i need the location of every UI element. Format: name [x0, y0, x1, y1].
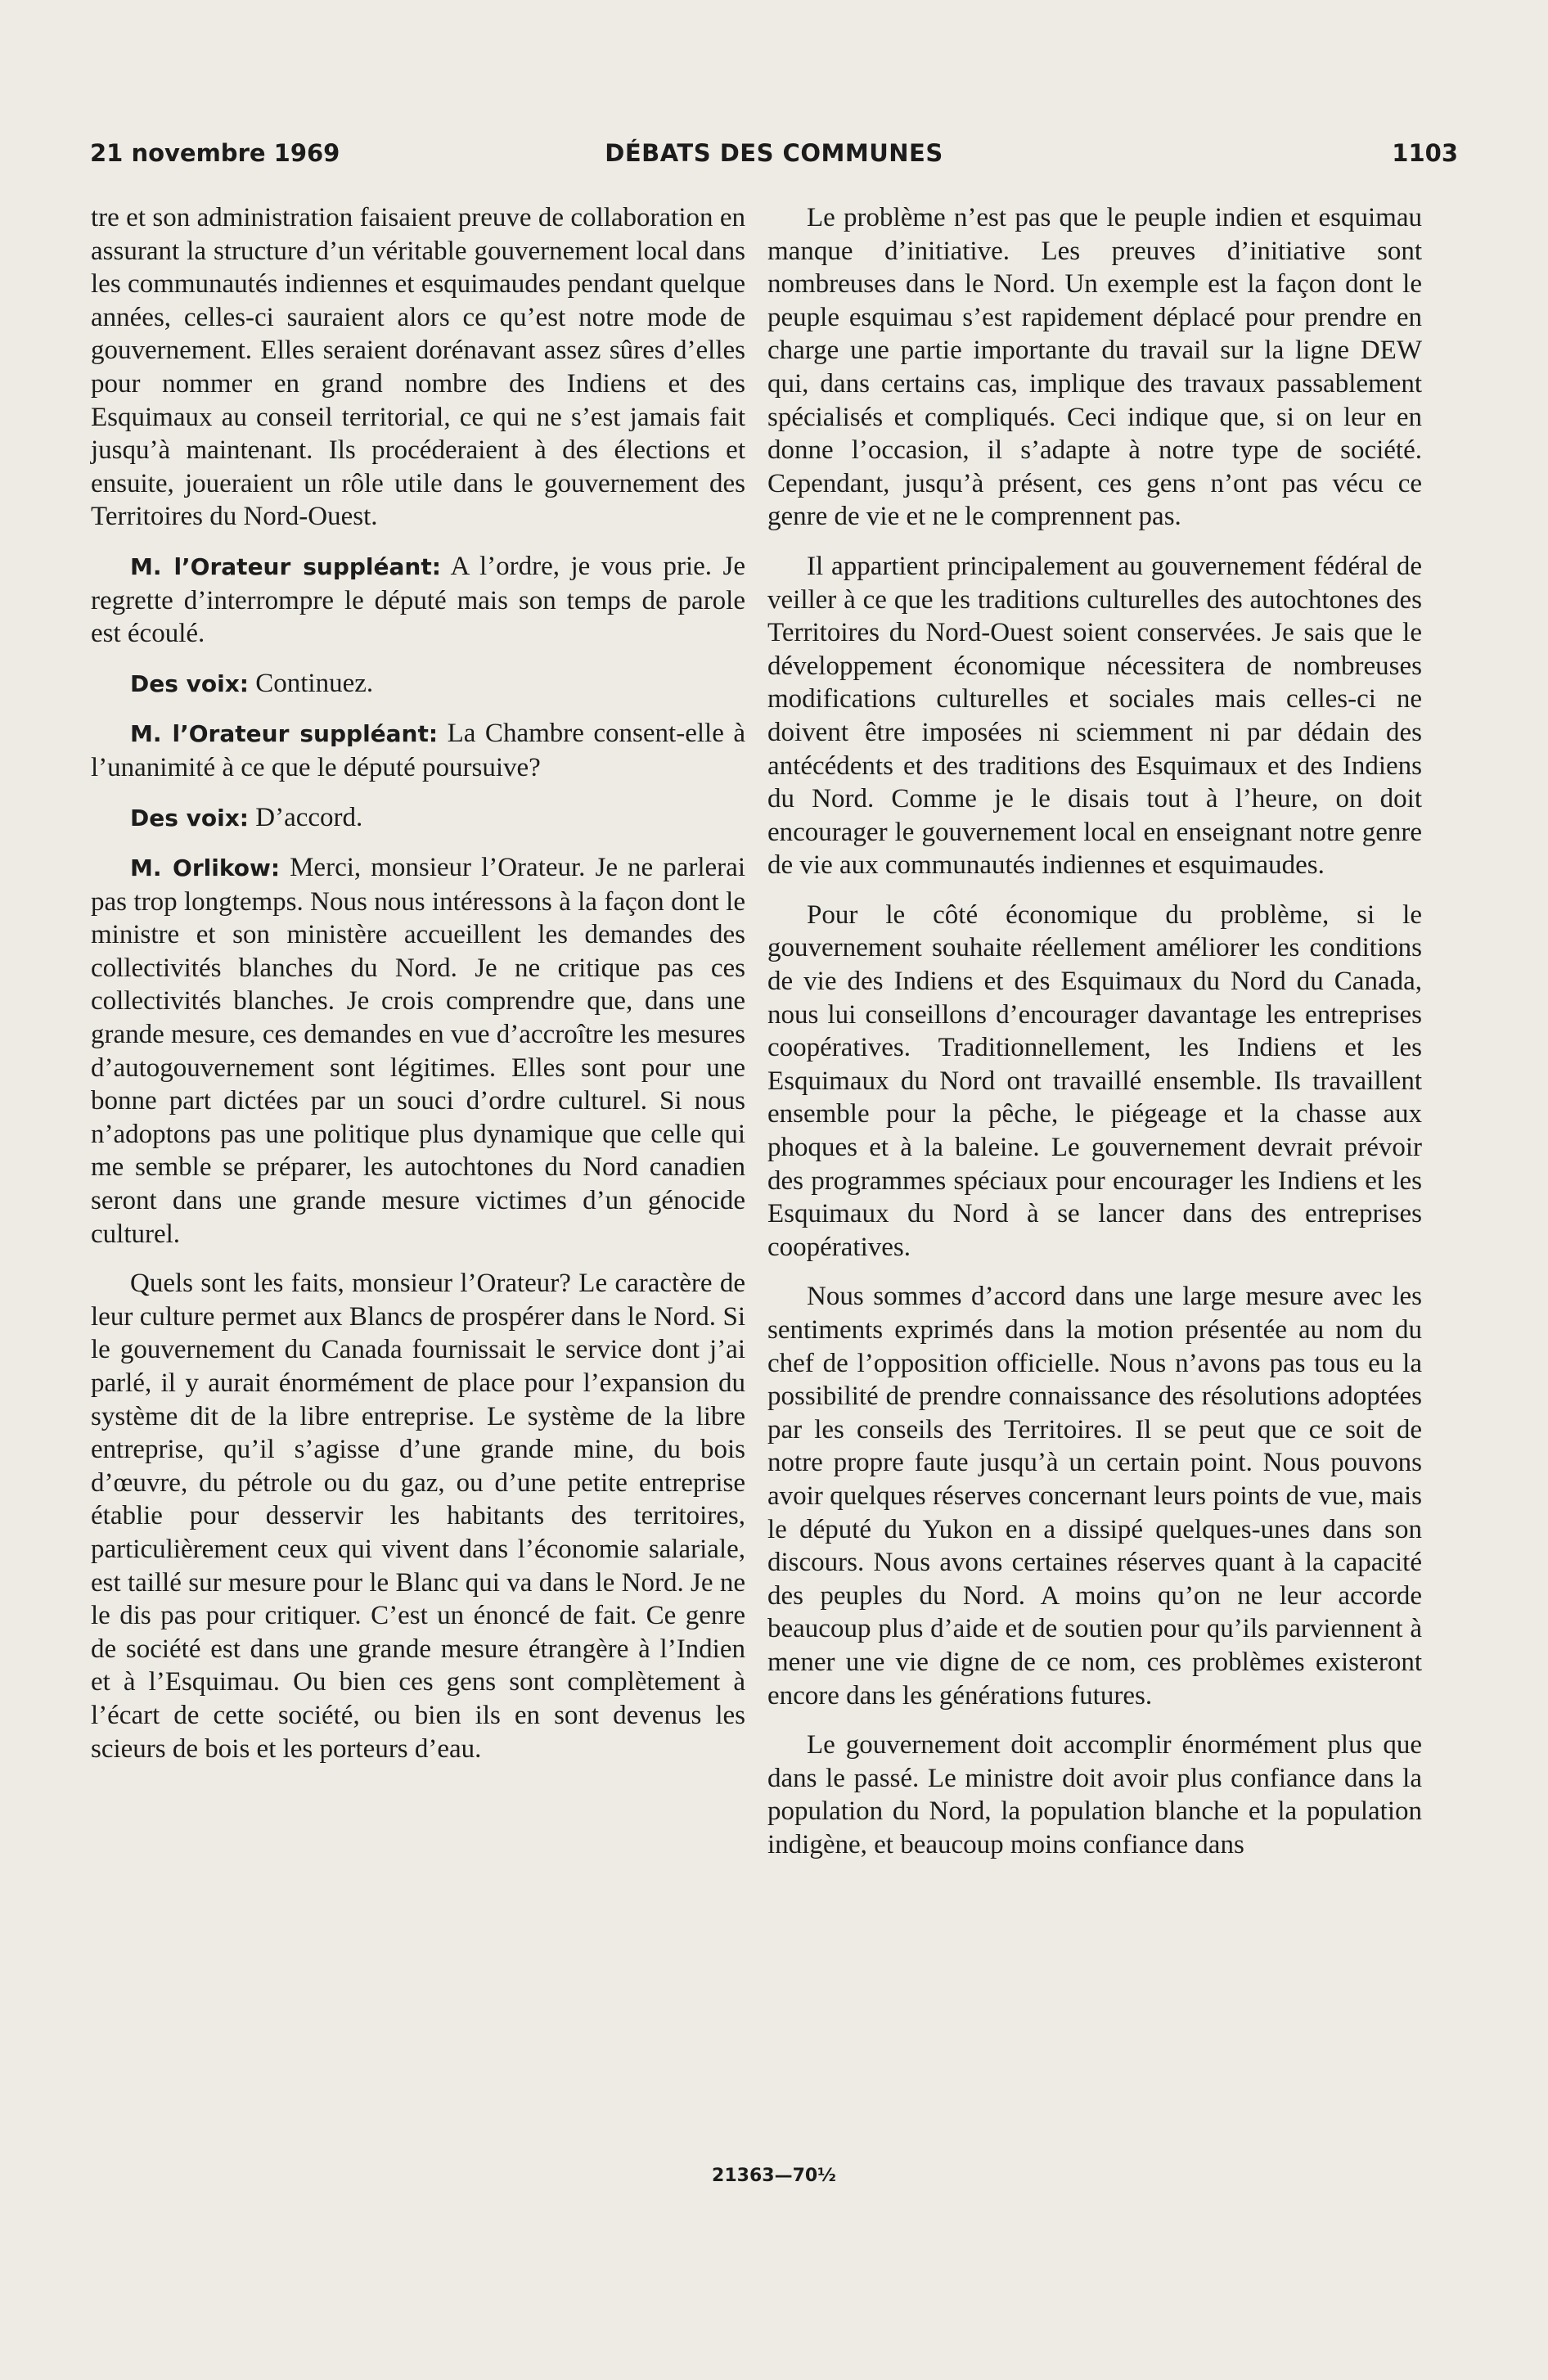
page-number: 1103 [1392, 139, 1458, 167]
paragraph: Il appartient principalement au gouvernement fédéral de veiller à ce que les traditions culturelles des autochtones des Territoires du Nord-Ouest soient conservées. Je sais que le développement économique nécessitera de nombreuses modifications culturelles et sociales mais celles-ci ne doivent être imposées ni sciemment ni par dédain des antécédents et des traditions des Esquimaux et des Indiens du Nord. Comme je le disais tout à l’heure, on doit encourager le gouvernement local en enseignant notre genre de vie aux communautés indiennes et esquimaudes. [767, 551, 1422, 881]
speaker-name: M. l’Orateur suppléant: [130, 552, 441, 580]
right-column [767, 201, 1422, 1862]
speaker-name: Des voix: [130, 669, 249, 697]
speaker-name: Des voix: [130, 804, 249, 832]
speech-text: La Chambre consent-elle à l’unanimité à ce que le député poursuive? [91, 719, 746, 782]
header-date: 21 novembre 1969 [90, 139, 340, 167]
speech-text: A l’ordre, je vous prie. Je regrette d’interrompre le député mais son temps de parole est écoulé. [91, 551, 745, 649]
header-title: DÉBATS DES COMMUNES [605, 139, 943, 167]
left-column [91, 201, 745, 1765]
speech-entry [91, 667, 745, 701]
speech-entry [91, 801, 745, 836]
speech-entry [91, 851, 745, 1251]
speech-entry [91, 717, 745, 784]
speech-entry [91, 550, 745, 651]
speech-text: Merci, monsieur l’Orateur. Je ne parlerai pas trop longtemps. Nous nous intéressons à la façon dont le ministre et son ministère accueillent les demandes des collectivités blanches du Nord. Je ne critique pas ces collectivités blanches. Je crois comprendre que, dans une grande mesure, ces demandes en vue d’accroître les mesures d’autogouvernement sont légitimes. Elles sont pour une bonne part dictées par un souci d’ordre culturel. Si nous n’adoptons pas une politique plus dynamique que celle qui me semble se préparer, les autochtones du Nord canadien seront dans une grande mesure victimes d’un génocide culturel. [91, 853, 745, 1249]
speaker-name: M. Orlikow: [130, 854, 281, 882]
speech-text: D’accord. [255, 802, 363, 832]
footer-code: 21363—70½ [712, 2166, 836, 2186]
speech-text: Continuez. [255, 668, 374, 698]
running-head [90, 139, 1458, 180]
paragraph: Pour le côté économique du problème, si le gouvernement souhaite réellement améliorer les conditions de vie des Indiens et des Esquimaux du Nord du Canada, nous lui conseillons d’encourager davantage les entreprises coopératives. Traditionnellement, les Indiens et les Esquimaux du Nord ont travaillé ensemble. Ils travaillent ensemble pour la pêche, le piégeage et la chasse aux phoques et à la baleine. Le gouvernement devrait prévoir des programmes spéciaux pour encourager les Indiens et les Esquimaux du Nord à se lancer dans des entreprises coopératives. [767, 899, 1422, 1262]
paragraph: tre et son administration faisaient preuve de collaboration en assurant la structure d’un véritable gouvernement local dans les communautés indiennes et esquimaudes pendant quelque années, celles-ci sauraient alors ce qu’est notre mode de gouvernement. Elles seraient dorénavant assez sûres d’elles pour nommer en grand nombre des Indiens et des Esquimaux au conseil territorial, ce qui ne s’est jamais fait jusqu’à maintenant. Ils procéderaient à des élections et ensuite, joueraient un rôle utile dans le gouvernement des Territoires du Nord-Ouest. [91, 203, 745, 532]
paragraph: Nous sommes d’accord dans une large mesure avec les sentiments exprimés dans la motion présentée au nom du chef de l’opposition officielle. Nous n’avons pas tous eu la possibilité de prendre connaissance des résolutions adoptées par les conseils des Territoires. Il se peut que ce soit de notre propre faute jusqu’à un certain point. Nous pouvons avoir quelques réserves concernant leurs points de vue, mais le député du Yukon en a dissipé quelques-unes dans son discours. Nous avons certaines réserves quant à la capacité des peuples du Nord. A moins qu’on ne leur accorde beaucoup plus d’aide et de soutien pour qu’ils parviennent à mener une vie digne de ce nom, ces problèmes existeront encore dans les générations futures. [767, 1282, 1422, 1711]
paragraph: Le problème n’est pas que le peuple indien et esquimau manque d’initiative. Les preuves d’initiative sont nombreuses dans le Nord. Un exemple est la façon dont le peuple esquimau s’est rapidement déplacé pour prendre en charge une partie importante du travail sur la ligne DEW qui, dans certains cas, implique des travaux passablement spécialisés et compliqués. Ceci indique que, si on leur en donne l’occasion, il s’adapte à notre type de société. Cependant, jusqu’à présent, ces gens n’ont pas vécu ce genre de vie et ne le comprennent pas. [767, 203, 1422, 532]
paragraph: Quels sont les faits, monsieur l’Orateur? Le caractère de leur culture permet aux Blancs de prospérer dans le Nord. Si le gouvernement du Canada fournissait le service dont j’ai parlé, il y aurait énormément de place pour l’expansion du système dit de la libre entreprise. Le système de la libre entreprise, qu’il s’agisse d’une grande mine, du bois d’œuvre, du pétrole ou du gaz, ou d’une petite entreprise établie pour desservir les habitants des territoires, particulièrement ceux qui vivent dans l’économie salariale, est taillé sur mesure pour le Blanc qui va dans le Nord. Je ne le dis pas pour critiquer. C’est un énoncé de fait. Ce genre de société est dans une grande mesure étrangère à l’Indien et à l’Esquimau. Ou bien ces gens sont complètement à l’écart de cette société, ou bien ils en sont devenus les scieurs de bois et les porteurs d’eau. [91, 1269, 745, 1764]
speaker-name: M. l’Orateur suppléant: [130, 720, 439, 748]
paragraph: Le gouvernement doit accomplir énormément plus que dans le passé. Le ministre doit avoir plus confiance dans la population du Nord, la population blanche et la population indigène, et beaucoup moins confiance dans [767, 1730, 1422, 1859]
